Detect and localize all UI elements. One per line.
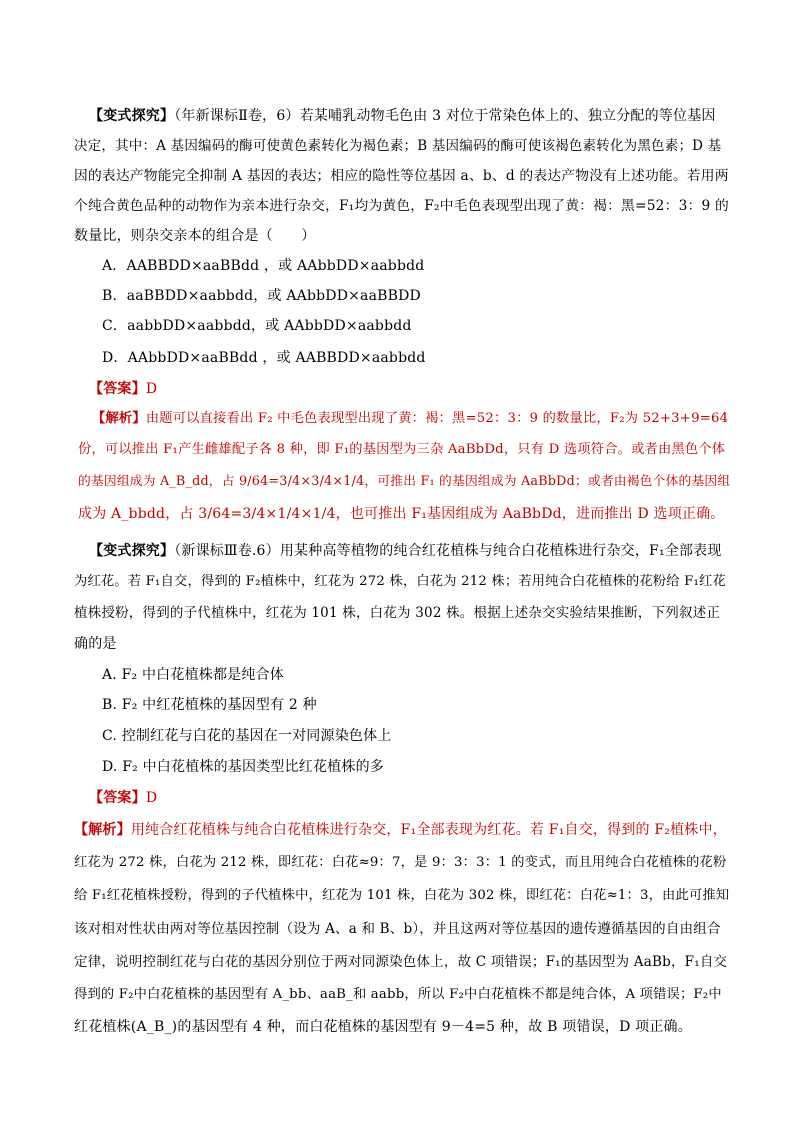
q2-line-4: 确的是 bbox=[74, 636, 117, 652]
q2-line-3: 植株授粉，得到的子代植株中，红花为 101 株，白花为 302 株。根据上述杂交实验结果推断，下列叙述正 bbox=[74, 605, 721, 621]
q2-answer bbox=[89, 788, 157, 808]
q2-option-c: C. 控制红花与白花的基因在一对同源染色体上 bbox=[102, 728, 392, 744]
q2-option-d: D. F₂ 中白花植株的基因类型比红花植株的多 bbox=[102, 759, 385, 775]
q2-text-1: （新课标Ⅲ卷.6）用某种高等植物的纯合红花植株与纯合白花植株进行杂交，F₁全部表现 bbox=[174, 543, 722, 559]
q1-tag: 【变式探究】 bbox=[89, 108, 175, 124]
q1-analysis-line-4: 成为 A_bbdd，占 3/64=3/4×1/4×1/4，也可推出 F₁基因组成为 AaBbDd，进而推出 D 选项正确。 bbox=[78, 506, 725, 522]
q2-option-a: A. F₂ 中白花植株都是纯合体 bbox=[102, 667, 284, 683]
q1-analysis-line-2: 份，可以推出 F₁产生雌雄配子各 8 种，即 F₁的基因型为三杂 AaBbDd，只有 D 选项符合。或者由黑色个体 bbox=[78, 442, 726, 457]
q2-analysis-tag: 【解析】 bbox=[74, 822, 131, 838]
q2-tag: 【变式探究】 bbox=[89, 543, 175, 559]
q2-analysis-line-3: 给 F₁红花植株授粉，得到的子代植株中，红花为 101 株，白花为 302 株，即红花：白花≈1：3，由此可推知 bbox=[74, 888, 730, 903]
q1-analysis-tag: 【解析】 bbox=[92, 411, 146, 426]
q2-analysis-line-7: 红花植株(A_B_)的基因型有 4 种，而白花植株的基因型有 9－4=5 种，故 B 项错误，D 项正确。 bbox=[74, 1019, 692, 1035]
q2-answer-value: D bbox=[145, 790, 158, 806]
q1-line-2: 决定，其中：A 基因编码的酶可使黄色素转化为褐色素；B 基因编码的酶可使该褐色素转化为黑色素；D 基 bbox=[74, 138, 722, 154]
q1-line-3: 因的表达产物能完全抑制 A 基因的表达；相应的隐性等位基因 a、b、d 的表达产物没有上述功能。若用两 bbox=[74, 168, 729, 184]
q2-analysis-line-1 bbox=[74, 820, 727, 840]
q2-line-1 bbox=[89, 541, 722, 561]
q2-answer-tag: 【答案】 bbox=[89, 790, 146, 806]
q1-answer bbox=[89, 379, 157, 399]
q1-option-d: D．AAbbDD×aaBBdd ，或 AABBDD×aabbdd bbox=[102, 350, 426, 366]
q1-option-a: A．AABBDD×aaBBdd ，或 AAbbDD×aabbdd bbox=[102, 258, 425, 274]
q2-analysis-line-6: 得到的 F₂中白花植株的基因型有 A_bb、aaB_和 aabb，所以 F₂中白花植株不都是纯合体，A 项错误；F₂中 bbox=[74, 987, 722, 1002]
q2-option-b: B. F₂ 中红花植株的基因型有 2 种 bbox=[102, 697, 317, 713]
q1-answer-value: D bbox=[145, 381, 158, 397]
q1-text-1: （年新课标Ⅱ卷，6）若某哺乳动物毛色由 3 对位于常染色体上的、独立分配的等位基因 bbox=[174, 108, 716, 124]
q1-option-c: C．aabbDD×aabbdd，或 AAbbDD×aabbdd bbox=[102, 318, 412, 334]
q1-line-1 bbox=[89, 106, 716, 126]
q2-analysis-line-2: 红花为 272 株，白花为 212 株，即红花：白花≈9：7，是 9：3：3：1 的变式，而且用纯合白花植株的花粉 bbox=[74, 855, 727, 870]
q2-analysis-line-5: 定律，说明控制红花与白花的基因分别位于两对同源染色体上，故 C 项错误；F₁的基因型为 AaBb，F₁自交 bbox=[74, 954, 728, 970]
q1-line-4: 个纯合黄色品种的动物作为亲本进行杂交，F₁均为黄色，F₂中毛色表现型出现了黄：褐：黑=52：3：9 的 bbox=[74, 198, 729, 214]
q2-analysis-line-4: 该对相对性状由两对等位基因控制（设为 A、a 和 B、b），并且这两对等位基因的遗传遵循基因的自由组合 bbox=[74, 921, 721, 937]
q1-answer-tag: 【答案】 bbox=[89, 381, 146, 397]
q1-analysis-line-1 bbox=[92, 409, 728, 429]
q1-analysis-text-1: 由题可以直接看出 F₂ 中毛色表现型出现了黄：褐：黑=52：3：9 的数量比，F₂为 52+3+9=64 bbox=[145, 411, 729, 426]
q2-analysis-text-1: 用纯合红花植株与纯合白花植株进行杂交，F₁全部表现为红花。若 F₁自交，得到的 F₂植株中， bbox=[130, 822, 727, 838]
q1-option-b: B．aaBBDD×aabbdd，或 AAbbDD×aaBBDD bbox=[102, 288, 421, 304]
q2-line-2: 为红花。若 F₁自交，得到的 F₂植株中，红花为 272 株，白花为 212 株；若用纯合白花植株的花粉给 F₁红花 bbox=[74, 574, 726, 589]
q1-line-5: 数量比，则杂交亲本的组合是（ ） bbox=[74, 228, 316, 244]
q1-analysis-line-3: 的基因组成为 A_B_dd，占 9/64=3/4×3/4×1/4，可推出 F₁ 的基因组成为 AaBbDd；或者由褐色个体的基因组 bbox=[78, 474, 731, 489]
